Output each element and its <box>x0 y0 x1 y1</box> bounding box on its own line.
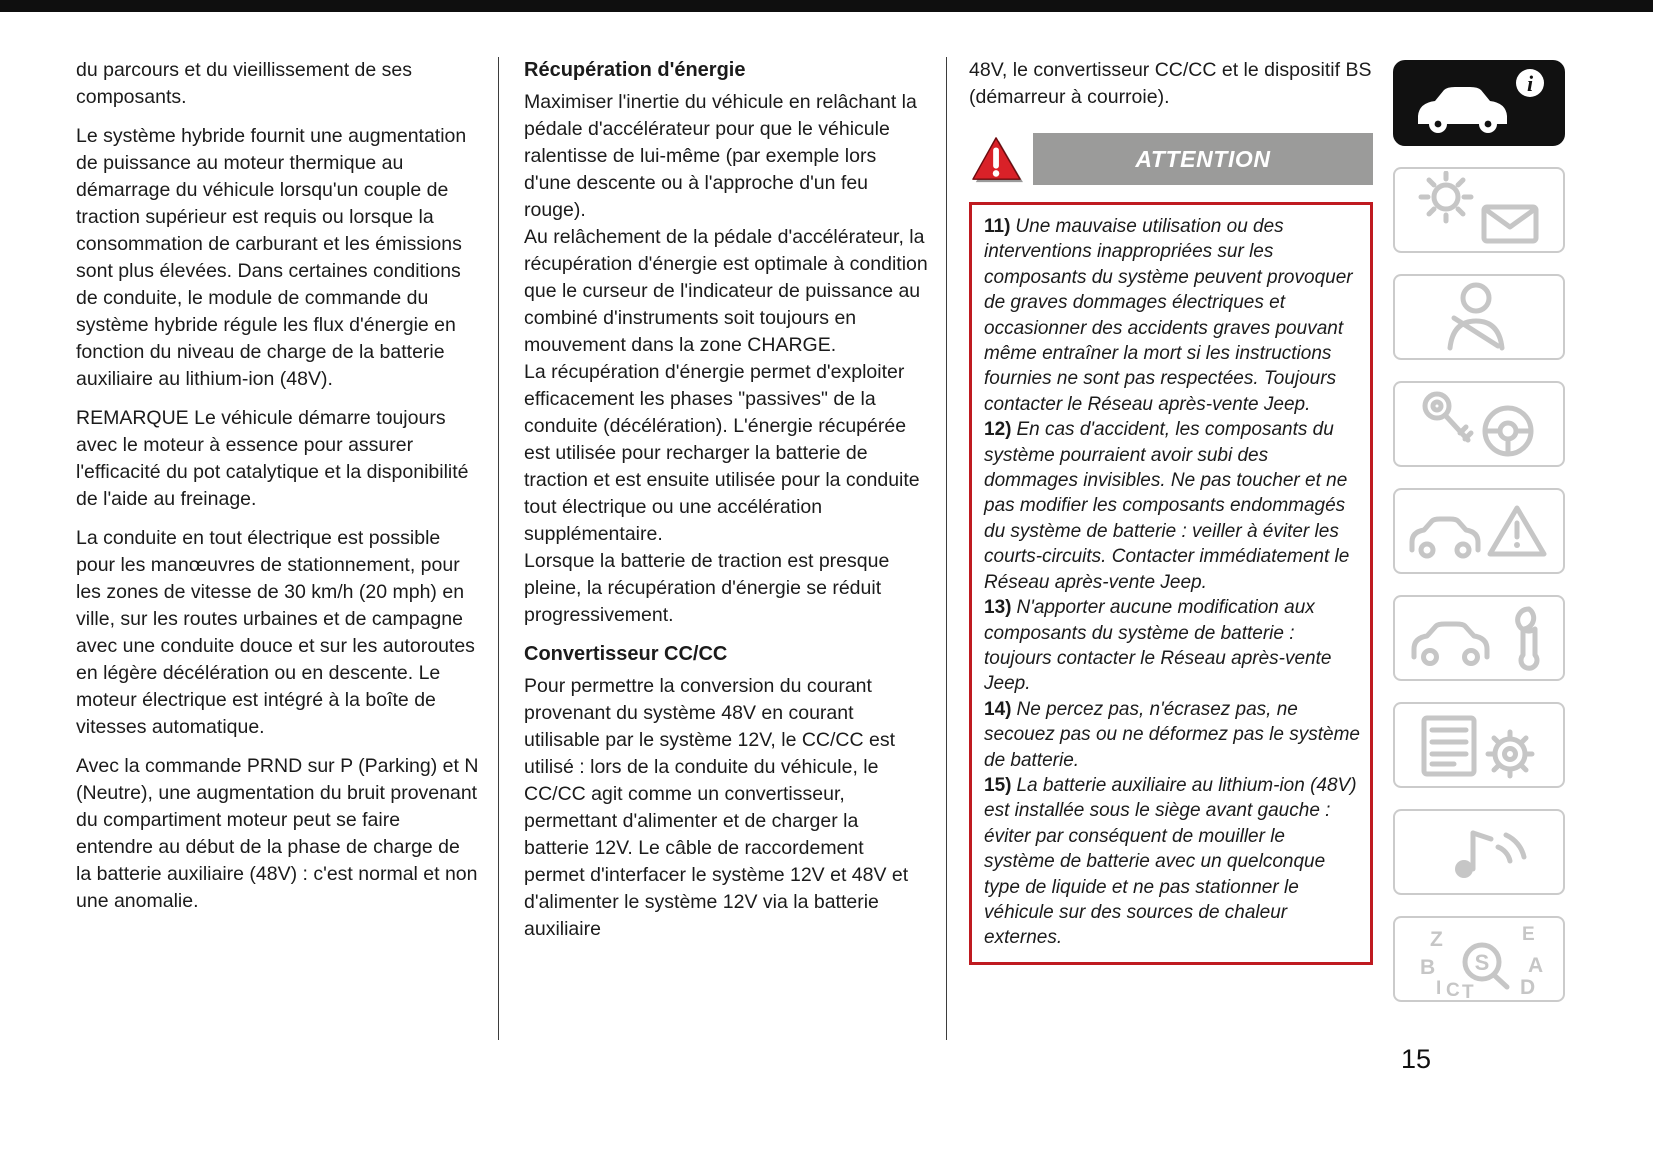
sidebar-tab-technical-data[interactable] <box>1393 702 1565 788</box>
svg-text:D: D <box>1520 976 1536 998</box>
warning-box <box>969 202 1373 965</box>
attention-title-bar <box>1033 133 1373 185</box>
multimedia-note-icon <box>1404 813 1554 891</box>
top-edge-bar <box>0 0 1653 12</box>
warning-text: La batterie auxiliaire au lithium-ion (48V) est installée sous le siège avant gauche : éviter par conséquent de mouiller le système de batterie avec un quelconque type de liquide et ne pas stationner le véhicule sur des sources de chaleur externes. <box>984 774 1357 949</box>
warning-lights-messages-icon <box>1404 171 1554 249</box>
warning-triangle-icon <box>969 133 1033 185</box>
sidebar-tab-multimedia[interactable] <box>1393 809 1565 895</box>
warning-number: 13) <box>984 597 1012 619</box>
body-paragraph: Le système hybride fournit une augmentation de puissance au moteur thermique au démarrage du véhicule lorsqu'un couple de traction supérieur est requis ou lorsque la consommation de carburant et les émissions sont plus élevées. Dans certaines conditions de conduite, le module de commande du système hybride régule les flux d'énergie en fonction du niveau de charge de la batterie auxiliaire au lithium-ion (48V). <box>76 125 467 390</box>
car-info-icon <box>1404 64 1554 142</box>
svg-text:C: C <box>1446 980 1460 998</box>
body-paragraph: Lorsque la batterie de traction est presque pleine, la récupération d'énergie se réduit progressivement. <box>524 550 890 626</box>
sidebar-tab-warning-lights-messages[interactable] <box>1393 167 1565 253</box>
sidebar-tab-vehicle-knowledge[interactable] <box>1393 60 1565 146</box>
warning-item <box>984 773 1360 951</box>
page-number: 15 <box>1401 1044 1432 1074</box>
svg-text:Z: Z <box>1430 928 1443 951</box>
attention-title: ATTENTION <box>1135 145 1271 172</box>
column-left <box>76 57 480 927</box>
column-divider <box>946 57 947 1040</box>
sidebar-tab-starting-driving[interactable] <box>1393 381 1565 467</box>
body-paragraph: Pour permettre la conversion du courant provenant du système 48V en courant utilisable par le système 12V, le CC/CC est utilisé : lors de la conduite du véhicule, le CC/CC agit comme un convertisseur, permettant d'alimenter et de charger la batterie 12V. Le câble de raccordement permet d'interfacer le système 12V et 48V et d'alimenter le système 12V via la batterie auxiliaire <box>524 675 909 940</box>
warning-item <box>984 697 1360 773</box>
key-steering-wheel-icon <box>1404 385 1554 463</box>
svg-text:A: A <box>1528 954 1544 977</box>
attention-header <box>969 133 1373 185</box>
svg-text:i: i <box>1526 71 1534 96</box>
spec-list-gear-icon <box>1404 706 1554 784</box>
warning-number: 14) <box>984 698 1012 720</box>
warning-text: Ne percez pas, n'écrasez pas, ne secouez pas ou ne déformez pas le système de batterie. <box>984 698 1360 771</box>
warning-text: En cas d'accident, les composants du système pourraient avoir subi des dommages invisibles. Ne pas toucher et ne pas modifier les composants endommagés du système de batterie : veiller à éviter les courts-circuits. Contacter immédiatement le Réseau après-vente Jeep. <box>984 419 1350 593</box>
body-paragraph: Maximiser l'inertie du véhicule en relâchant la pédale d'accélérateur pour que le véhicule ralentisse de lui-même (par exemple lors d'une descente ou à l'approche d'un feu rouge). <box>524 91 917 221</box>
body-paragraph: REMARQUE Le véhicule démarre toujours avec le moteur à essence pour assurer l'efficacité du pot catalytique et la disponibilité de l'aide au freinage. <box>76 407 469 510</box>
warning-item <box>984 595 1360 697</box>
warning-text: N'apporter aucune modification aux composants du système de batterie : toujours contacter le Réseau après-vente Jeep. <box>984 597 1332 695</box>
body-paragraph: La conduite en tout électrique est possible pour les manœuvres de stationnement, pour les zones de vitesse de 30 km/h (20 mph) en ville, sur les routes urbaines et de campagne avec une conduite douce et sur les autoroutes en légère décélération ou en descente. Le moteur électrique est intégré à la boîte de vitesses automatique. <box>76 527 475 738</box>
warning-number: 11) <box>984 216 1011 237</box>
body-paragraph: 48V, le convertisseur CC/CC et le dispositif BS (démarreur à courroie). <box>969 59 1372 108</box>
section-heading-dc-converter: Convertisseur CC/CC <box>524 643 728 665</box>
body-paragraph: du parcours et du vieillissement de ses composants. <box>76 59 413 108</box>
column-middle <box>524 57 928 943</box>
svg-text:S: S <box>1474 950 1490 975</box>
section-tab-sidebar <box>1393 60 1565 1023</box>
svg-text:B: B <box>1420 956 1436 979</box>
sidebar-tab-servicing-care[interactable] <box>1393 595 1565 681</box>
seatbelt-safety-icon <box>1404 278 1554 356</box>
warning-number: 15) <box>984 774 1012 796</box>
index-magnifier-icon <box>1404 920 1554 998</box>
column-right <box>969 57 1373 965</box>
sidebar-tab-safety[interactable] <box>1393 274 1565 360</box>
body-paragraph: Avec la commande PRND sur P (Parking) et N (Neutre), une augmentation du bruit provenant du compartiment moteur peut se faire entendre au début de la phase de charge de la batterie auxiliaire (48V) : c'est normal et non une anomalie. <box>76 755 479 912</box>
warning-text: Une mauvaise utilisation ou des interventions inappropriées sur les composants du système peuvent provoquer de graves dommages électriques et occasionner des accidents graves pouvant même entraîner la mort si les instructions fournies ne sont pas respectées. Toujours contacter le Réseau après-vente Jeep. <box>984 216 1353 415</box>
svg-text:E: E <box>1522 924 1535 945</box>
column-divider <box>498 57 499 1040</box>
svg-text:T: T <box>1462 982 1474 998</box>
warning-number: 12) <box>984 419 1012 441</box>
section-heading-energy-recovery: Récupération d'énergie <box>524 59 746 81</box>
svg-text:I: I <box>1436 978 1442 998</box>
sidebar-tab-alphabetical-index[interactable] <box>1393 916 1565 1002</box>
warning-item <box>984 214 1360 417</box>
sidebar-tab-in-emergency[interactable] <box>1393 488 1565 574</box>
car-warning-triangle-icon <box>1404 492 1554 570</box>
car-wrench-icon <box>1404 599 1554 677</box>
warning-item <box>984 417 1360 595</box>
body-paragraph: La récupération d'énergie permet d'exploiter efficacement les phases "passives" de la conduite (décélération). L'énergie récupérée est utilisée pour recharger la batterie de traction et est ensuite utilisée pour la conduite tout électrique ou une accélération supplémentaire. <box>524 361 920 545</box>
body-paragraph: Au relâchement de la pédale d'accélérateur, la récupération d'énergie est optimale à condition que le curseur de l'indicateur de puissance au combiné d'instruments soit toujours en mouvement dans la zone CHARGE. <box>524 226 928 356</box>
